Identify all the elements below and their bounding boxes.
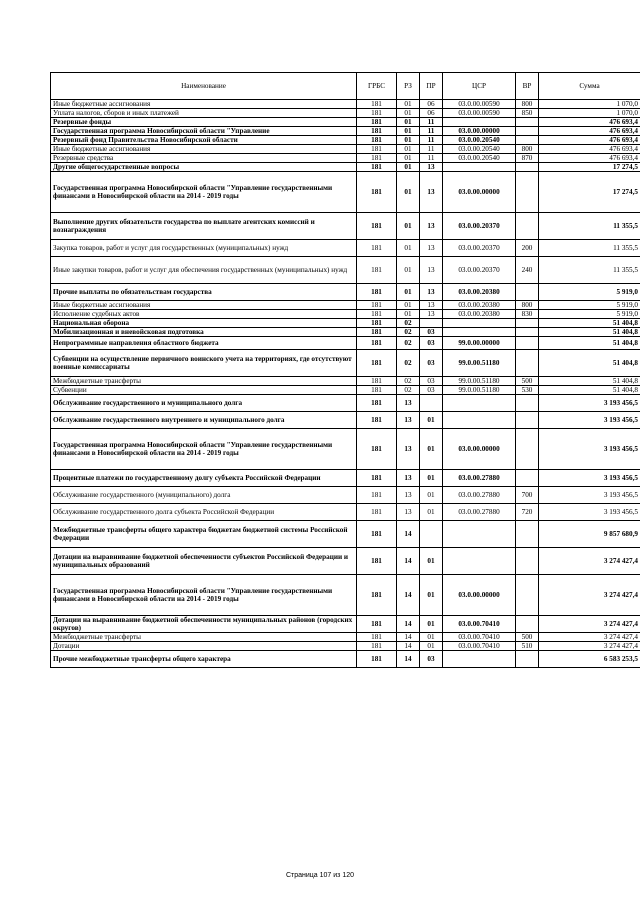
row-grbs: 181: [357, 548, 397, 575]
row-pr: 11: [420, 154, 443, 163]
row-grbs: 181: [357, 310, 397, 319]
row-sum: 3 274 427,4: [539, 575, 640, 616]
row-sum: 476 693,4: [539, 136, 640, 145]
header-sum: Сумма: [539, 73, 640, 100]
row-rz: 01: [397, 118, 420, 127]
table-row: [51, 395, 640, 412]
row-pr: 01: [420, 504, 443, 521]
row-name: Государственная программа Новосибирской области "Управление: [51, 127, 357, 136]
row-vr: 530: [516, 386, 539, 395]
row-rz: 13: [397, 487, 420, 504]
row-name: Дотации: [51, 642, 357, 651]
table-row: [51, 172, 640, 213]
table-row: [51, 109, 640, 118]
row-grbs: 181: [357, 301, 397, 310]
row-rz: 14: [397, 616, 420, 633]
row-vr: [516, 118, 539, 127]
row-pr: 01: [420, 470, 443, 487]
table-row: [51, 319, 640, 328]
table-row: [51, 642, 640, 651]
row-csr: 03.0.00.27880: [443, 504, 516, 521]
row-grbs: 181: [357, 213, 397, 240]
row-sum: 51 404,8: [539, 350, 640, 377]
row-csr: 03.0.00.00000: [443, 127, 516, 136]
row-sum: 51 404,8: [539, 377, 640, 386]
row-sum: 5 919,0: [539, 310, 640, 319]
row-rz: 02: [397, 337, 420, 350]
row-name: Процентные платежи по государственному долгу субъекта Российской Федерации: [51, 470, 357, 487]
row-csr: 03.0.00.70410: [443, 633, 516, 642]
row-name: Государственная программа Новосибирской области "Управление государственными финансами в Новосибирской области на 2014 - 2019 годы: [51, 429, 357, 470]
row-csr: [443, 328, 516, 337]
row-sum: 6 583 253,5: [539, 651, 640, 668]
row-name: Иные закупки товаров, работ и услуг для обеспечения государственных (муниципальных) нужд: [51, 257, 357, 284]
row-rz: 01: [397, 284, 420, 301]
row-pr: [420, 521, 443, 548]
row-name: Иные бюджетные ассигнования: [51, 100, 357, 109]
row-pr: 01: [420, 616, 443, 633]
row-rz: 02: [397, 350, 420, 377]
row-name: Межбюджетные трансферты общего характера бюджетам бюджетной системы Российской Федерации: [51, 521, 357, 548]
row-pr: 13: [420, 163, 443, 172]
row-grbs: 181: [357, 136, 397, 145]
table-row: [51, 350, 640, 377]
header-row: [51, 73, 640, 100]
row-rz: 01: [397, 163, 420, 172]
row-name: Прочие выплаты по обязательствам государства: [51, 284, 357, 301]
row-grbs: 181: [357, 100, 397, 109]
row-sum: 9 857 680,9: [539, 521, 640, 548]
table-row: [51, 470, 640, 487]
row-csr: 03.0.00.20370: [443, 240, 516, 257]
table-row: [51, 548, 640, 575]
row-pr: 01: [420, 487, 443, 504]
row-csr: 03.0.00.00590: [443, 109, 516, 118]
row-grbs: 181: [357, 504, 397, 521]
row-csr: 03.0.00.20540: [443, 136, 516, 145]
row-pr: 03: [420, 377, 443, 386]
row-pr: 03: [420, 386, 443, 395]
row-vr: 800: [516, 301, 539, 310]
table-row: [51, 240, 640, 257]
row-csr: 03.0.00.20380: [443, 284, 516, 301]
table-row: [51, 386, 640, 395]
row-name: Уплата налогов, сборов и иных платежей: [51, 109, 357, 118]
row-vr: [516, 429, 539, 470]
row-sum: 5 919,0: [539, 284, 640, 301]
row-name: Субвенции: [51, 386, 357, 395]
row-sum: 17 274,5: [539, 172, 640, 213]
row-sum: 476 693,4: [539, 154, 640, 163]
row-csr: 03.0.00.27880: [443, 487, 516, 504]
row-sum: 476 693,4: [539, 118, 640, 127]
table-row: [51, 257, 640, 284]
row-name: Другие общегосударственные вопросы: [51, 163, 357, 172]
row-vr: 500: [516, 377, 539, 386]
row-name: Обслуживание государственного внутреннего и муниципального долга: [51, 412, 357, 429]
table-row: [51, 337, 640, 350]
row-grbs: 181: [357, 386, 397, 395]
row-grbs: 181: [357, 118, 397, 127]
row-name: Прочие межбюджетные трансферты общего характера: [51, 651, 357, 668]
row-sum: 3 274 427,4: [539, 633, 640, 642]
table-row: [51, 163, 640, 172]
row-name: Непрограммные направления областного бюджета: [51, 337, 357, 350]
table-body: [51, 100, 640, 668]
row-vr: 240: [516, 257, 539, 284]
row-sum: 3 274 427,4: [539, 548, 640, 575]
row-rz: 01: [397, 127, 420, 136]
row-rz: 13: [397, 395, 420, 412]
row-pr: 03: [420, 651, 443, 668]
row-sum: 3 193 456,5: [539, 470, 640, 487]
row-grbs: 181: [357, 429, 397, 470]
table-row: [51, 487, 640, 504]
row-vr: [516, 548, 539, 575]
row-csr: 03.0.00.00000: [443, 575, 516, 616]
row-csr: 03.0.00.20380: [443, 301, 516, 310]
row-grbs: 181: [357, 284, 397, 301]
row-rz: 01: [397, 213, 420, 240]
row-name: Обслуживание государственного (муниципального) долга: [51, 487, 357, 504]
row-grbs: 181: [357, 395, 397, 412]
row-sum: 11 355,5: [539, 240, 640, 257]
row-name: Национальная оборона: [51, 319, 357, 328]
row-vr: 800: [516, 145, 539, 154]
row-name: Государственная программа Новосибирской области "Управление государственными финансами в Новосибирской области на 2014 - 2019 годы: [51, 575, 357, 616]
row-sum: 1 070,0: [539, 100, 640, 109]
row-sum: 3 274 427,4: [539, 642, 640, 651]
row-rz: 01: [397, 154, 420, 163]
table-row: [51, 521, 640, 548]
row-rz: 01: [397, 100, 420, 109]
row-grbs: 181: [357, 412, 397, 429]
row-rz: 01: [397, 172, 420, 213]
row-csr: 99.0.00.51180: [443, 377, 516, 386]
row-vr: [516, 470, 539, 487]
table-row: [51, 154, 640, 163]
row-rz: 02: [397, 386, 420, 395]
row-rz: 02: [397, 377, 420, 386]
row-pr: 01: [420, 575, 443, 616]
row-name: Иные бюджетные ассигнования: [51, 145, 357, 154]
row-grbs: 181: [357, 521, 397, 548]
row-rz: 14: [397, 633, 420, 642]
row-csr: 03.0.00.20540: [443, 145, 516, 154]
row-sum: 476 693,4: [539, 145, 640, 154]
row-rz: 01: [397, 301, 420, 310]
row-name: Дотации на выравнивание бюджетной обеспеченности субъектов Российской Федерации и муниципальных образований: [51, 548, 357, 575]
table-row: [51, 377, 640, 386]
table-row: [51, 429, 640, 470]
row-pr: 13: [420, 284, 443, 301]
row-pr: 03: [420, 328, 443, 337]
row-vr: 800: [516, 100, 539, 109]
row-sum: 51 404,8: [539, 386, 640, 395]
header-grbs: ГРБС: [357, 73, 397, 100]
row-grbs: 181: [357, 633, 397, 642]
row-vr: [516, 350, 539, 377]
row-sum: 1 070,0: [539, 109, 640, 118]
row-csr: [443, 118, 516, 127]
row-grbs: 181: [357, 470, 397, 487]
row-vr: [516, 319, 539, 328]
header-name: Наименование: [51, 73, 357, 100]
row-vr: [516, 284, 539, 301]
row-rz: 01: [397, 240, 420, 257]
row-name: Закупка товаров, работ и услуг для государственных (муниципальных) нужд: [51, 240, 357, 257]
row-csr: 03.0.00.70410: [443, 616, 516, 633]
table-row: [51, 127, 640, 136]
row-name: Межбюджетные трансферты: [51, 377, 357, 386]
row-pr: 11: [420, 145, 443, 154]
row-pr: 06: [420, 100, 443, 109]
row-csr: [443, 521, 516, 548]
row-sum: 17 274,5: [539, 163, 640, 172]
row-pr: 01: [420, 548, 443, 575]
row-name: Резервные фонды: [51, 118, 357, 127]
row-csr: 03.0.00.20370: [443, 213, 516, 240]
row-grbs: 181: [357, 145, 397, 154]
row-sum: 5 919,0: [539, 301, 640, 310]
row-name: Обслуживание государственного долга субъекта Российской Федерации: [51, 504, 357, 521]
row-name: Обслуживание государственного и муниципального долга: [51, 395, 357, 412]
row-grbs: 181: [357, 487, 397, 504]
row-vr: [516, 651, 539, 668]
row-vr: [516, 163, 539, 172]
table-row: [51, 145, 640, 154]
row-sum: 51 404,8: [539, 328, 640, 337]
table-row: [51, 328, 640, 337]
row-grbs: 181: [357, 575, 397, 616]
row-csr: 03.0.00.00000: [443, 172, 516, 213]
row-name: Резервный фонд Правительства Новосибирской области: [51, 136, 357, 145]
row-vr: 500: [516, 633, 539, 642]
table-row: [51, 284, 640, 301]
row-vr: [516, 616, 539, 633]
row-rz: 13: [397, 429, 420, 470]
row-grbs: 181: [357, 377, 397, 386]
row-grbs: 181: [357, 154, 397, 163]
row-rz: 01: [397, 136, 420, 145]
row-rz: 14: [397, 521, 420, 548]
row-vr: 200: [516, 240, 539, 257]
row-rz: 02: [397, 319, 420, 328]
row-pr: 13: [420, 310, 443, 319]
row-csr: 99.0.00.51180: [443, 350, 516, 377]
table-row: [51, 100, 640, 109]
row-vr: [516, 328, 539, 337]
table-row: [51, 412, 640, 429]
table-row: [51, 575, 640, 616]
row-sum: 3 193 456,5: [539, 487, 640, 504]
row-rz: 13: [397, 412, 420, 429]
row-pr: 13: [420, 301, 443, 310]
row-pr: 13: [420, 240, 443, 257]
row-vr: [516, 127, 539, 136]
row-grbs: 181: [357, 350, 397, 377]
row-sum: 11 355,5: [539, 213, 640, 240]
row-grbs: 181: [357, 337, 397, 350]
row-vr: 870: [516, 154, 539, 163]
row-csr: 03.0.00.70410: [443, 642, 516, 651]
row-rz: 13: [397, 470, 420, 487]
row-name: Субвенции на осуществление первичного воинского учета на территориях, где отсутствуют военные комиссариаты: [51, 350, 357, 377]
header-pr: ПР: [420, 73, 443, 100]
row-pr: 01: [420, 412, 443, 429]
budget-table: [50, 72, 640, 668]
row-csr: [443, 412, 516, 429]
row-pr: 01: [420, 642, 443, 651]
table-row: [51, 301, 640, 310]
table-row: [51, 504, 640, 521]
row-name: Дотации на выравнивание бюджетной обеспеченности муниципальных районов (городских округов): [51, 616, 357, 633]
row-sum: 3 193 456,5: [539, 395, 640, 412]
row-vr: [516, 521, 539, 548]
row-rz: 14: [397, 548, 420, 575]
row-pr: 13: [420, 213, 443, 240]
row-vr: 510: [516, 642, 539, 651]
row-vr: [516, 172, 539, 213]
row-pr: 06: [420, 109, 443, 118]
row-vr: [516, 412, 539, 429]
row-csr: [443, 651, 516, 668]
row-sum: 3 193 456,5: [539, 504, 640, 521]
table-row: [51, 633, 640, 642]
row-sum: 11 355,5: [539, 257, 640, 284]
row-csr: [443, 548, 516, 575]
header-csr: ЦСР: [443, 73, 516, 100]
row-sum: 3 193 456,5: [539, 429, 640, 470]
row-rz: 01: [397, 145, 420, 154]
header-rz: РЗ: [397, 73, 420, 100]
row-rz: 01: [397, 257, 420, 284]
row-csr: [443, 395, 516, 412]
row-csr: [443, 319, 516, 328]
row-pr: 01: [420, 633, 443, 642]
row-rz: 14: [397, 642, 420, 651]
row-vr: 700: [516, 487, 539, 504]
row-name: Мобилизационная и вневойсковая подготовка: [51, 328, 357, 337]
row-sum: 3 274 427,4: [539, 616, 640, 633]
row-csr: 03.0.00.20540: [443, 154, 516, 163]
row-vr: [516, 337, 539, 350]
table-row: [51, 213, 640, 240]
row-csr: 03.0.00.00590: [443, 100, 516, 109]
row-grbs: 181: [357, 257, 397, 284]
row-grbs: 181: [357, 109, 397, 118]
row-csr: 03.0.00.20380: [443, 310, 516, 319]
row-csr: 99.0.00.00000: [443, 337, 516, 350]
row-name: Государственная программа Новосибирской области "Управление государственными финансами в Новосибирской области на 2014 - 2019 годы: [51, 172, 357, 213]
row-sum: 3 193 456,5: [539, 412, 640, 429]
header-vr: ВР: [516, 73, 539, 100]
row-pr: 13: [420, 257, 443, 284]
row-pr: [420, 395, 443, 412]
row-name: Выполнение других обязательств государства по выплате агентских комиссий и вознаграждения: [51, 213, 357, 240]
row-name: Иные бюджетные ассигнования: [51, 301, 357, 310]
row-vr: [516, 136, 539, 145]
row-grbs: 181: [357, 328, 397, 337]
table-row: [51, 118, 640, 127]
row-rz: 02: [397, 328, 420, 337]
row-csr: [443, 163, 516, 172]
row-grbs: 181: [357, 163, 397, 172]
row-pr: 13: [420, 172, 443, 213]
row-pr: 11: [420, 118, 443, 127]
row-vr: [516, 395, 539, 412]
row-pr: 03: [420, 350, 443, 377]
row-csr: 03.0.00.20370: [443, 257, 516, 284]
row-csr: 03.0.00.00000: [443, 429, 516, 470]
table-row: [51, 136, 640, 145]
row-name: Резервные средства: [51, 154, 357, 163]
row-grbs: 181: [357, 616, 397, 633]
row-rz: 13: [397, 504, 420, 521]
row-grbs: 181: [357, 172, 397, 213]
table-row: [51, 651, 640, 668]
row-pr: 03: [420, 337, 443, 350]
row-vr: 850: [516, 109, 539, 118]
row-rz: 01: [397, 109, 420, 118]
table-row: [51, 616, 640, 633]
row-grbs: 181: [357, 319, 397, 328]
row-sum: 476 693,4: [539, 127, 640, 136]
row-name: Межбюджетные трансферты: [51, 633, 357, 642]
row-sum: 51 404,8: [539, 319, 640, 328]
row-pr: 11: [420, 127, 443, 136]
row-rz: 01: [397, 310, 420, 319]
row-vr: 830: [516, 310, 539, 319]
row-name: Исполнение судебных актов: [51, 310, 357, 319]
row-pr: 11: [420, 136, 443, 145]
row-rz: 14: [397, 575, 420, 616]
table-row: [51, 310, 640, 319]
row-pr: [420, 319, 443, 328]
row-pr: 01: [420, 429, 443, 470]
row-grbs: 181: [357, 642, 397, 651]
row-grbs: 181: [357, 651, 397, 668]
row-grbs: 181: [357, 240, 397, 257]
row-vr: [516, 213, 539, 240]
page-number: Страница 107 из 120: [285, 872, 355, 879]
row-grbs: 181: [357, 127, 397, 136]
row-sum: 51 404,8: [539, 337, 640, 350]
row-vr: [516, 575, 539, 616]
row-csr: 99.0.00.51180: [443, 386, 516, 395]
row-vr: 720: [516, 504, 539, 521]
row-csr: 03.0.00.27880: [443, 470, 516, 487]
row-rz: 14: [397, 651, 420, 668]
